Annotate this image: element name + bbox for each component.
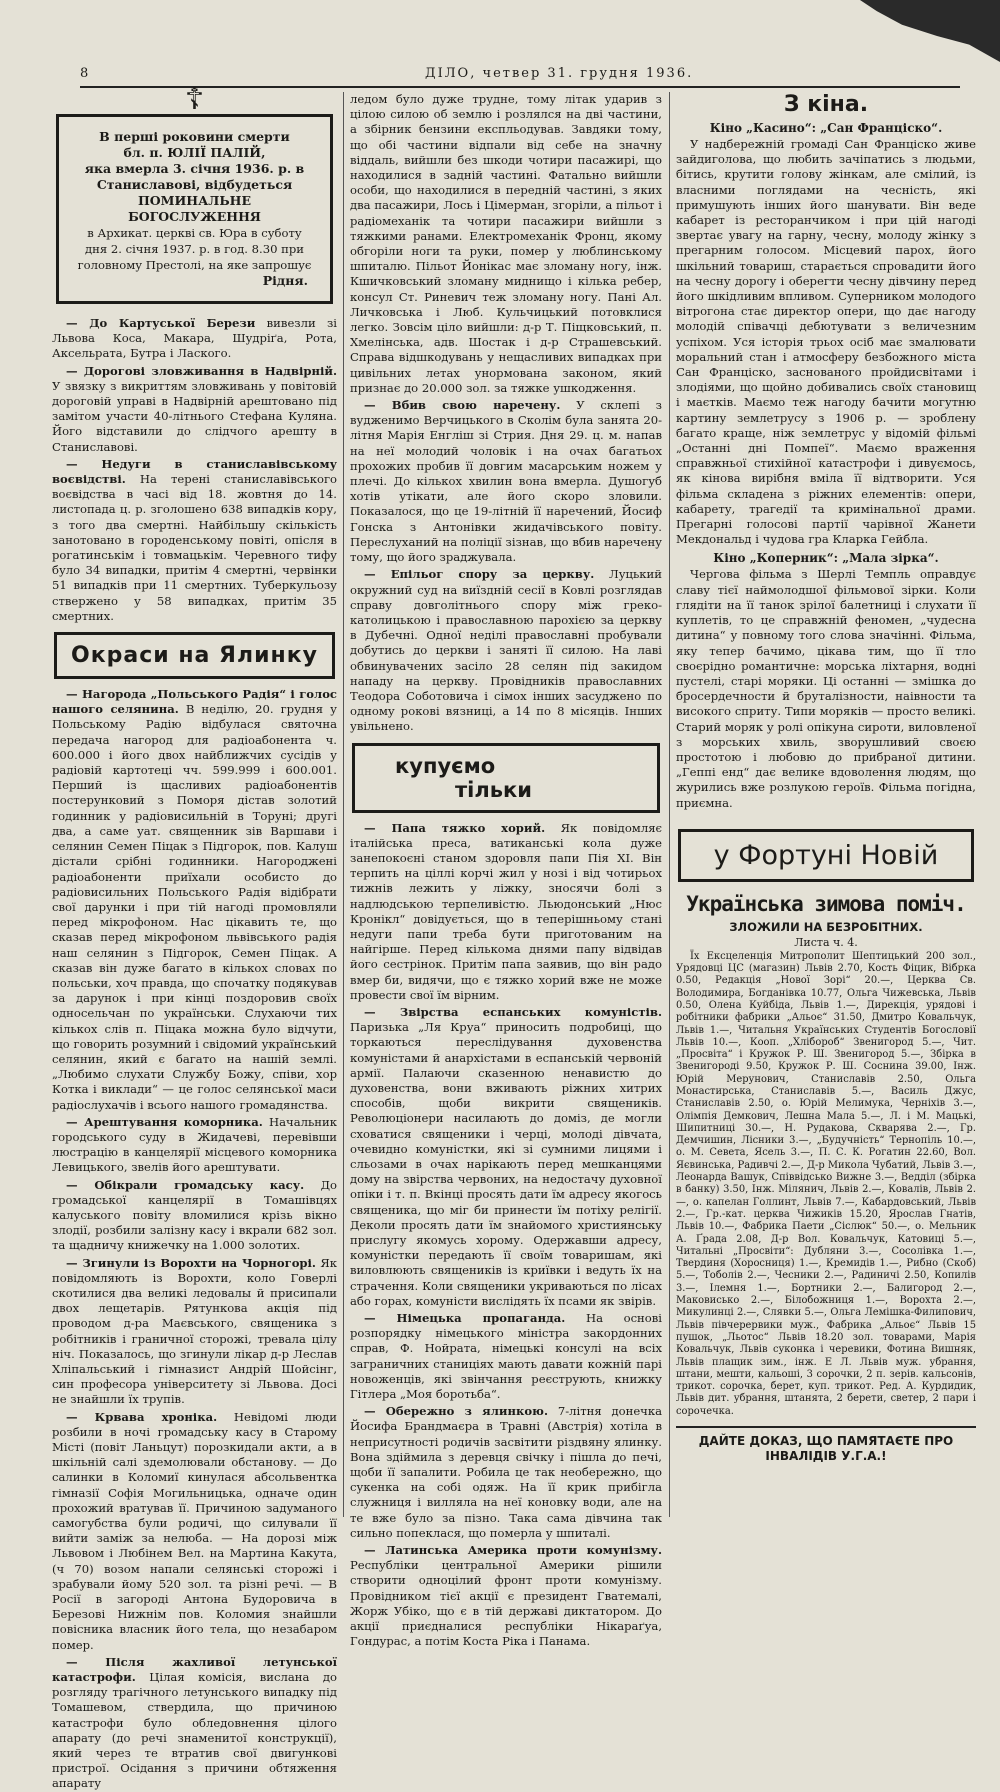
kino-2-title: Кіно „Коперник“: „Мала зірка“. (713, 551, 939, 566)
ad-line-1: купуємо (395, 753, 496, 778)
cross-icon: ☦ (184, 82, 205, 117)
news-item: — До Картуської Берези вивезли зі Львова Коса, Макара, Шудріґа, Рота, Аксельрата, Бутра і Лаского. (52, 316, 337, 361)
news-item: — Арештування коморника. Начальник городського суду в Жидачеві, перевівши люстрацію в канцелярії місцевого коморника Левицького, звелів його арештувати. (52, 1114, 337, 1175)
news-item: — Латинська Америка проти комунізму. Республіки центральної Америки рішили створити одноцілий фронт проти комунізму. Провідником тієї акції є президент Гватемалі, Жорж Убіко, що є в тій державі диктатором. До акції приєдналися республіки Нікараґуа, Гондурас, а потім Коста Ріка і Панама. (350, 1543, 662, 1649)
kino-1-review: У надбережній громаді Сан Франціско живе зайдиголова, що любить зачіпатись з людьми, бітись, крутити голову жінкам, але смілий, із власними поглядами на чесність, які примушують інших його шанувати. Він веде кабарет із ресторанчиком і при цій нагоді звертає увагу на гарну, чесну, молоду жінку з прегарним голосом. Місцевий парох, його шкільний товариш, старається спровадити його на чесну дорогу і оберегти чесну дівчину перед його шкідливим впливом. Суперником молодого вітрогона стає директор опери, що дає нагоду молодій співачці дебютувати з величезним успіхом. Уся історія трьох осіб має змалювати моральний стан і атмосферу безбожного міста Сан Франціско, заснованого пройдисвітами і злодіями, що щойно добивались своїх становищ і маєтків. Маємо теж нагоду бачити могутню картину землетрусу з 1906 р. — зроблену багато краще, ніж землетрус у відомій фільмі „Останні дні Помпеї“. Маємо враження справжньої стихійної катастрофи і дивуємось, як кінова вирібня вміла її відтворити. Уся фільма складена з ріжних елементів: опери, кабарету, трагедії та кримінальної драми. Прегарні голосові партії чарівної Жанети Мекдональд і чудова гра Кларка Гейбла. (676, 137, 976, 547)
news-item: — Папа тяжко хорий. Як повідомляє італійська преса, ватиканські кола дуже занепокоєні станом здоровля папи Пія XI. Він терпить на ціллі корчі жил у нозі і від чотирьох тижнів лежить у ліжку, зносячи болі з надлюдською терпеливістю. Льюдонський „Нюс Кронікл“ довідується, що в теперішньому стані недуги папи треба бути приготованим на найгірше. Перед кількома днями папу відвідав його сестрінок. Притім папа заявив, що він радо вмер би, видячи, що є тяжко хорий вже не може провести свої їм вірним. (350, 820, 662, 1002)
news-item: — Вбив свою наречену. У склепі з вудженимо Верчицького в Сколім була занята 20-літня Марія Енгліш зі Стрия. Дня 29. ц. м. напав на неї молодий чоловік і на очах багатьох прохожих пробив її довгим масарським ножем у плечі. До кількох хвилин вона вмерла. Душогуб хотів утікати, але його скоро зловили. Показалося, що це 19-літній її наречений, Йосиф Гонска з Антонівки жидачівського повіту. Переслуханий на поліції зізнав, що вбив наречену тому, що його зраджувала. (350, 398, 662, 565)
column-rule-2 (669, 92, 670, 1517)
donation-list (676, 951, 976, 1418)
memorial-line-5: в Архикат. церкві св. Юра в суботу дня 2. січня 1937. р. в год. 8.30 при головному Престолі, на яке запрошує (77, 226, 312, 272)
memorial-line-3: яка вмерла 3. січня 1936. р. в Станиславові, відбудеться (84, 161, 305, 192)
memorial-signature: Рідня. (262, 273, 308, 288)
news-item: — Обережно з ялинкою. 7-літня донечка Йосифа Брандмаєра в Травні (Австрія) хотіла в неприсутності родичів засвітити різдвяну ялинку. Вона здіймила з деревця свічку і пішла до печі, щоби її запалити. Робила це так необережно, що сукенка на собі одяж. На її крик прибігла служниця і вилляла на неї коновку води, але на те вже було за пізно. Така сама дівчина так сильно попеклася, що померла у шпиталі. (350, 1404, 663, 1540)
memorial-service: ПОМИНАЛЬНЕ БОГОСЛУЖЕННЯ (128, 193, 261, 224)
news-item: — Епільог спору за церкву. Луцький окружний суд на виїздній сесії в Ковлі розглядав справу довголітнього спору між греко-католицькою і православною парохією за церкву в Дубечні. Одної неділі православні пробували добутись до церкви і занятi її силою. На лаві обвинувачених засіло 28 селян під закидом нападу на церкву. Провідників православних Теодора Соботовича і сімох інших засуджено по одному рокові вязниці, а 14 по 8 місяців. Інших увільнено. (350, 567, 663, 734)
ad-box-fortuna: у Фортуні Новій (678, 829, 974, 882)
news-item: — Нагорода „Польського Радія“ і голос нашого селянина. В неділю, 20. грудня у Польському Радію відбулася святочна передача нагород для радіоабонента ч. 600.000 і його двох найближчих сусідів у радіовій картотеці чч. 599.999 і 600.001. Перший із щасливих радіоабонентів постерунковий з Поморя дістав золотий годинник у радіовисильній в Торуні; другі два, а саме уат. священник зів Варшави і селянин Семен Піцак з Підгорок, пов. Калуш дістали срібні годинники. Нагороджені радіоабоненти приїхали особисто до радіовисильних Польського Радія відібрати свої дарунки і при тій нагоді промовляли перед мікрофоном. Нас цікавить те, що сказав перед мікрофоном львівського радія наш селянин з Підгорок, Семен Піцак. А сказав він дуже багато в кількох словах по польськи, хоч правда, що спочатку подякував за дарунок і при кінці поздоровив своїх односельчан по українськи. Слухаючи тих кількох слів п. Піцака можна було відчути, що говорить розумний і свідомий український селянин, який є багато на нашій землі. „Любимо слухати Службу Божу, співи, хор Котка і виклади“ — це голос селянської маси радіослухачів і всього нашого громадянства. (52, 687, 337, 1112)
memorial-line-1: В перші роковини смерти (99, 129, 290, 144)
kino-2-review: Чергова фільма з Шерлі Темпль оправдує славу тієї наймолодшої фільмової зірки. Коли глядіти на її танок зрілої балетниці і слухати її куплетів, то це справжній феномен, „чудесна дитина“ у повному того слова значінні. Фільма, яку тепер бачимо, цікава тим, що її тло своєрідно романтичне: морська ліхтарня, водні пустелі, старі моряки. Ці останні — змішка до бросердечности й бруталізности, наівности та високого сприту. Типи моряків — просто великі. Старий моряк у ролі опікуна сироти, виловленої з морських хвиль, зворушливий своєю простотою і любовю до прибраної дитини. „Геппі енд“ дає велике вдоволення людям, що журились вже розлукою героїв. Фільма погідна, приємна. (676, 567, 976, 810)
ad-line-2: тільки (455, 777, 532, 802)
page-header (80, 66, 960, 86)
column-rule-1 (343, 92, 344, 1517)
footer-appeal: ДАЙТЕ ДОКАЗ, ЩО ПАМЯТАЄТЕ ПРО ІНВАЛІДІВ У.Г.А.! (676, 1426, 976, 1464)
zymova-pomich-title: Українська зимова поміч. (686, 891, 966, 916)
torn-corner (860, 0, 1000, 62)
donation-text: Їх Ексцеленція Митрополит Шептицький 200 зол., Урядовці ЦС (магазин) Львів 2.70, Кость Фіцик, Вібрка 0.50, Редакція „Нової Зорі“ 20.—, Церква Св. Володимира, Богданівка 10.77, Ольга Чижевська, Львів 0.50, Олена Куйбіда, Львів 1.—, Дирекція, урядові і робітники фабрики „Альоє“ 31.50, Дмитро Ковальчук, Львів 1.—, Читальня Українських Студентів Богословії Львів 10.—, Кооп. „Хлібороб“ Звенигород 5.—, Чит. „Просвіта“ і Кружок Р. Ш. Звенигород 5.—, Збірка в Звенигороді 9.50, Кружок Р. Ш. Соснина 39.00, Інж. Юрій Мерунович, Станиславів 2.50, Ольга Монастирська, Станиславів 5.—, Василь Джус, Станиславів 2.50, о. Юрій Мелимука, Черніхів 3.—, Олімпія Демкович, Лешна Мала 5.—, Л. і М. Мацькі, Шипитниці 30.—, Н. Рудакова, Скварява 2.—, Гр. Демчишин, Лісники 3.—, „Будучність“ Тернопіль 10.—, о. М. Севета, Ясель 3.—, П. С. К. Рогатин 22.60, Вол. Яєвинська, Радивчі 2.—, Д-р Микола Чубатий, Львів 3.—, Леонарда Вашук, Співвідсько Вижне 3.—, Ведділ (збірка в банку) 3.50, Інж. Мілянич, Львів 2.—, Ковалів, Львів 2.—, о. капелан Голлинт, Львів 7.—, Кабардовський, Львів 2.—, Гр.-кат. церква Чижиків 15.20, Ярослав Гнатів, Львів 10.—, Фабрика Паети „Сіслюк“ 50.—, о. Мельник А. Ґрада 2.08, Д-р Вол. Ковальчук, Катовиці 5.—, Читальні „Просвіти“: Дубляни 3.—, Сосолівка 1.—, Твердиня (Хоросниця) 1.—, Кремидів 1.—, Рибно (Скоб) 5.—, Тоболів 2.—, Чесники 2.—, Радиничі 2.50, Копилів 3.—, Ілемня 1.—, Бортники 2.—, Балигород 2.—, Маковисько 2.—, Білобожниця 1.—, Ворохта 2.—, Микулинці 2.—, Слявки 5.—, Ольга Лемішка-Филипович, Львів півчерервики муж., Фабрика „Альоє“ Львів 15 пушок, „Льотос“ Львів 18.20 зол. товарами, Марія Ковальчук, Львів суконка і черевики, Фотина Вишняк, Львів плащик зим., інж. Е Л. Львів муж. убрання, штани, мешти, кальоші, 3 сорочки, 2 п. зерів. кальсонів, трикот. сорочка, берет, куп. трикот. Ред. А. Курдидик, Львів дит. убрання, штанята, 2 берети, светер, 2 пари і сорочечка. (676, 950, 976, 1417)
memorial-notice (56, 114, 333, 304)
ad-box-okrasy: Окраси на Ялинку (54, 632, 335, 679)
page-number: 8 (80, 66, 89, 81)
column-1 (52, 82, 338, 1791)
news-item: — Недуги в станиславівському воєвідстві. На терені станиславівського воєвідства в часі від 18. жовтня до 14. листопада ц. р. зголошено 638 випадків кору, з того два смертні. Найбільшу скількість занотовано в городенському повіті, опісля в рогатинськім і товмацькім. Черевного тифу було 34 випадки, притім 4 смертні, червінки 51 випадків при 11 смертних. Туберкульозу ствержено у 58 випадках, притім 35 смертних. (52, 456, 338, 623)
masthead-line: ДІЛО, четвер 31. грудня 1936. (425, 66, 694, 81)
news-item: — Після жахливої летунської катастрофи. Цілая комісія, вислана до розгляду трагічного летунського випадку під Томашевом, ствердила, що причиною катастрофи було обледовнення цілого апарату (до речі знаменитої конструкції), який через те втратив свої двигункові пристрої. Осідання з причини обтяження апарату (52, 1654, 338, 1791)
zymova-pomich-subtitle: ЗЛОЖИЛИ НА БЕЗРОБІТНИХ. (729, 919, 923, 934)
news-item: — Згинули із Ворохти на Чорногорі. Як повідомляють із Ворохти, коло Говерлі скотилися два великі ледовалы й присипали двох лещетарів. Рятункова акція під проводом д-ра Маєвського, священика з робітників і граничної сторожі, тревала цілу ніч. Показалось, що згинули лікар д-р Леслав Хліпальський і гімназист Андрій Шойсінг, син професора університету зі Львова. Досі не знайшли їх трупів. (52, 1255, 338, 1407)
news-item: — Обікрали громадську касу. До громадської канцелярії в Томашівцях калуського повіту вломилися крізь вікно злодії, розбили залізну касу і вкрали 682 зол. та щадничу книжечку на 1.000 золотих. (52, 1177, 337, 1253)
news-item: — Німецька пропаганда. На основі розпорядку німецького міністра закордонних справ, Ф. Нойрата, німецькі консулі на всіх заграничних станиціях мають давати кожній парі новоженців, які звінчання реєструють, книжку Гітлера „Моя боротьба“. (350, 1311, 662, 1402)
ad-box-kupuyemo (352, 743, 660, 813)
news-item: — Дорогові зловживання в Надвірній. У звязку з викриттям зловживань у повітовій дороговій управі в Надвірній арештовано під замітом участи 40-літнього Стефана Куляна. Його відставили до слідчого арешту в Станиславові. (52, 363, 337, 454)
column-3 (676, 92, 976, 1517)
section-title-kino: З кіна. (783, 92, 869, 117)
column-2 (350, 92, 663, 1649)
memorial-name: бл. п. ЮЛІЇ ПАЛІЙ, (123, 145, 266, 160)
donation-list-number: Листа ч. 4. (794, 935, 858, 949)
news-continuation: ледом було дуже трудне, тому літак ударив з цілою силою об землю і розлялся на дві частини, а збірник бензини експльодував. Завдяки тому, що обі частини відпали від себе на значну віддаль, вийшли без шкоди чотири пасажирі, що находилися в задній частині. Фатально вийшли особи, що находилися в передній частині, з яких два пасажири, Лось і Цімерман, згоріли, а пільот і радіомеханік та чотири пасажири вийшли з тяжкими ранами. Електромеханік Фронц, якому обгоріли ноги та руки, помер у люблинському шпиталю. Пільот Йонікас має зломану ногу, інж. Кшичковський зломану миднищо і кілька ребер, консул Ст. Риневич теж зломану ногу. Пані Ал. Личковська і Люб. Кульчицький потовклися легко. Зовсім ціло вийшли: д-р Т. Піщковський, п. Хмелінська, адв. Шостак і д-р Страшевський. Справа відшкодувань у нещасливих випадках при цивільних летах унормована законом, який признає до 20.000 зол. за тяжке ушкодження. (350, 92, 662, 395)
news-item: — Крвава хроніка. Невідомі люди розбили в ночі громадську касу в Старому Місті (повіт Ланьцут) порозкидали акти, а в шкільній салі здемолювали обстанову. — До салинки в Коломиї кинулася абсольвентка гімназії Софія Могильницька, одначе один прохожий вратував її. Причиною задуманого самогубства були родичі, що силували її вийти заміж за нелюба. — На дорозі між Львовом і Любінем Вел. на Мартина Какута, (ч 70) возом напали селянські сторожі і зрабували йому 520 зол. та різні речі. — В Росії в загороді Антона Будоровича в Березові Нижнім пов. Коломия знайшли повісника власник його тела, що незабаром помер. (52, 1409, 338, 1652)
news-item: — Звірства еспанських комуністів. Паризька „Ля Круа“ приносить подробиці, що торкаються переслідування духовенства комуністами й анархістами в еспанській червоній армії. Палаючи сказенною ненавистю до духовенства, вони вживають ріжних хитрих способів, щоби викрити священиків. Революціонери насилають до доміз, де могли сховатися священики і черці, молоді дівчата, очевидно комуністки, які зі сумними лицями і сльозами в очах нарікають перед мешканцями дому на звірства червоних, на недостачу духовної опіки і т. п. Вкінці просять дати їм адресу якогось священика, що міг би принести їм потіху релігії. Деколи просять дати їм знайомого християнську прислугу якомусь хорому. Одержавши адресу, комуністки передають її своїм товаришам, які виловлюють священиків із криївки і ведуть їх на страчення. Коли священики укриваються по лісах або горах, комуністи вислідять їх псами як звірів. (350, 1004, 662, 1308)
kino-1-title: Кіно „Касино“: „Сан Франціско“. (709, 121, 943, 135)
